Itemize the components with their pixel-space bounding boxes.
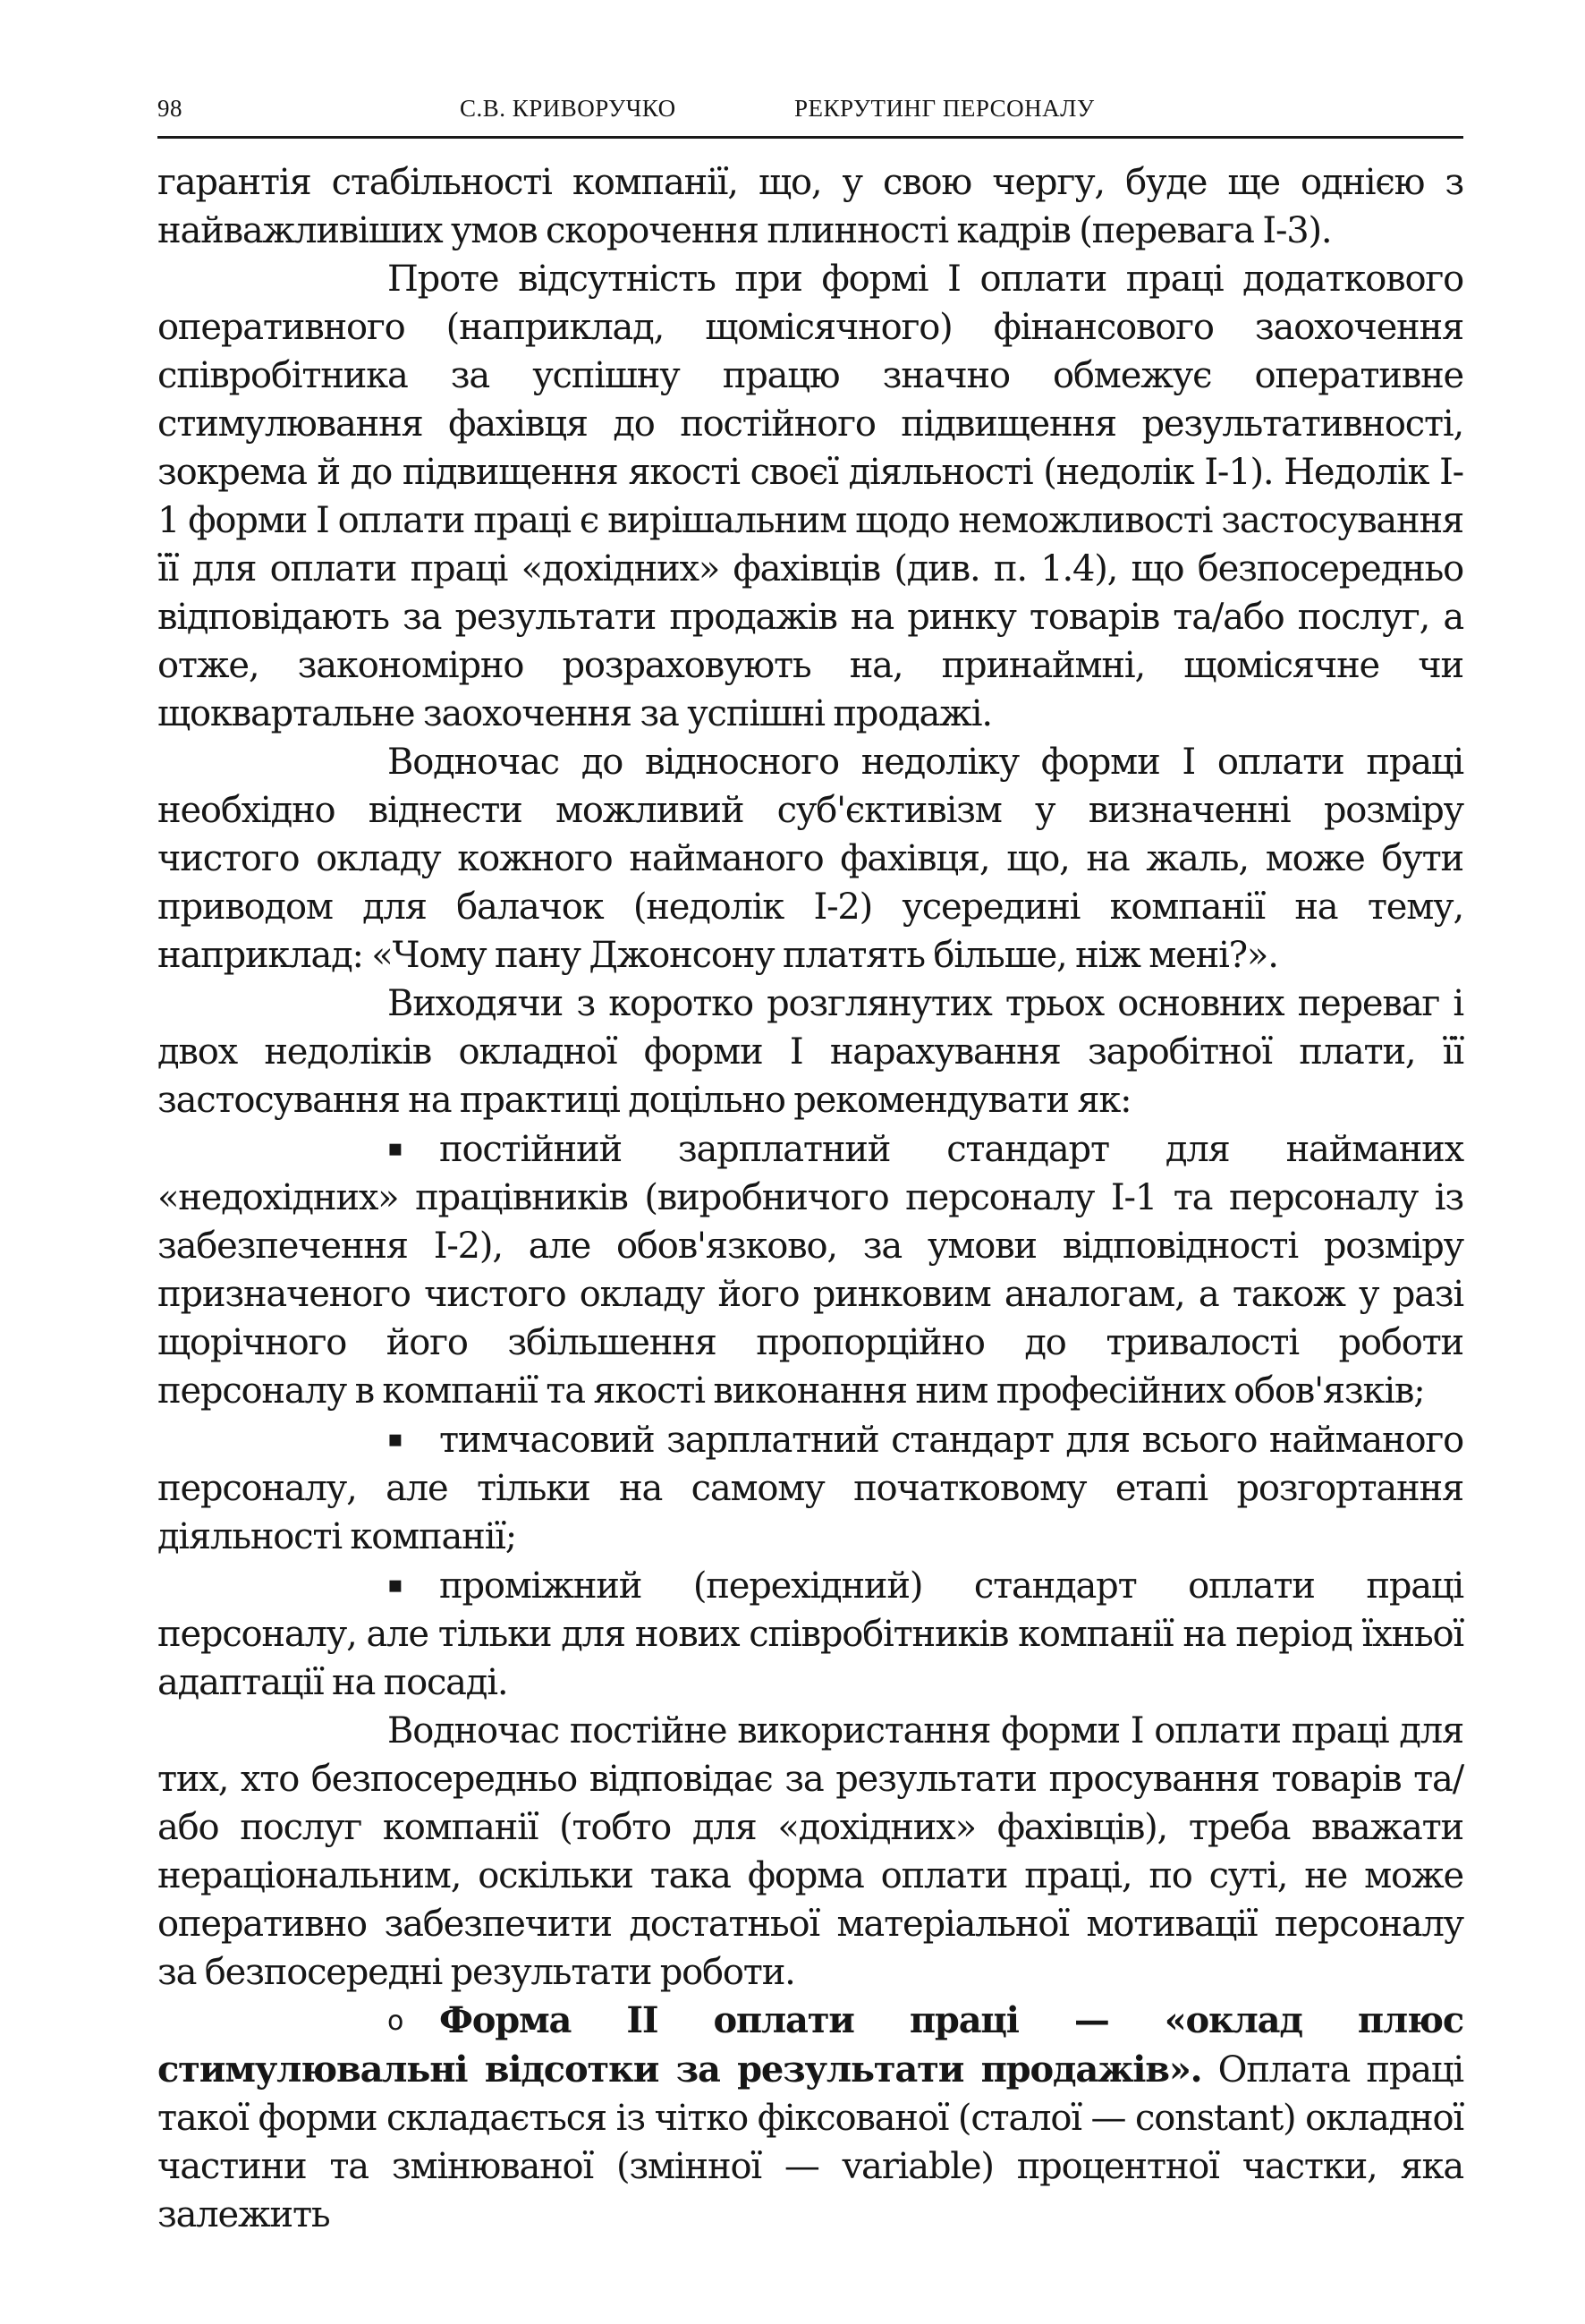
body-text xyxy=(157,158,1463,2239)
page-number: 98 xyxy=(157,95,182,122)
bullet-list-item xyxy=(157,1124,1463,1415)
paragraph: Водночас постійне використання форми I оплати праці для тих, хто безпосередньо відповідає за результати просування товарів та/або послуг компанії (тобто для «дохідних» фахівців), треба вважати нераціональним, оскільки така форма оплати праці, по суті, не може оперативно забезпечити достатньої матеріальної мотивації персоналу за безпосередні результати роботи. xyxy=(157,1710,1463,1993)
book-title: РЕКРУТИНГ ПЕРСОНАЛУ xyxy=(794,95,1095,122)
bullet-list-item xyxy=(157,1561,1463,1707)
author-name: С.В. КРИВОРУЧКО xyxy=(460,95,676,122)
form-two-heading: Форма II оплати праці — «оклад плюс стимулювальні відсотки за результати продажів». xyxy=(157,1999,1463,2091)
paragraph: Проте відсутність при формі I оплати праці додаткового оперативного (наприклад, щомісячного) фінансового заохочення співробітника за успішну працю значно обмежує оперативне стимулювання фахівця до постійного підвищення результативності, зокрема й до підвищення якості своєї діяльності (недолік I-1). Недолік I-1 форми I оплати праці є вирішальним щодо неможливості застосування її для оплати праці «дохідних» фахівців (див. п. 1.4), що безпосередньо відповідають за результати продажів на ринку товарів та/або послуг, а отже, закономірно розраховують на, принаймні, щомісячне чи щоквартальне заохочення за успішні продажі. xyxy=(157,259,1463,734)
form-two-text: Оплата праці такої форми складається із чітко фіксованої (сталої — constant) окладної частини та змінюваної (змінної — variable) процентної частки, яка залежить xyxy=(157,2049,1463,2235)
circle-bullet-icon: o xyxy=(387,2006,403,2037)
paragraph: Виходячи з коротко розглянутих трьох основних переваг і двох недоліків окладної форми I нарахування заробітної плати, її застосування на практиці доцільно рекомендувати як: xyxy=(157,983,1463,1121)
bullet-list-item xyxy=(157,1415,1463,1561)
bullet-text: постійний зарплатний стандарт для найманих «недохідних» працівників (виробничого персоналу I-1 та персоналу із забезпечення I-2), але обов'язково, за умови відповідності розміру призначеного чистого окладу його ринковим аналогам, а також у разі щорічного його збільшення пропорційно до тривалості роботи персоналу в компанії та якості виконання ним професійних обов'язків; xyxy=(157,1129,1463,1412)
paragraph: Водночас до відносного недоліку форми I оплати праці необхідно віднести можливий суб'єктивізм у визначенні розміру чистого окладу кожного найманого фахівця, що, на жаль, може бути приводом для балачок (недолік I-2) усередині компанії на тему, наприклад: «Чому пану Джонсону платять більше, ніж мені?». xyxy=(157,742,1463,976)
form-two-paragraph xyxy=(157,1997,1463,2239)
square-bullet-icon: ▪ xyxy=(387,1572,403,1599)
square-bullet-icon: ▪ xyxy=(387,1135,403,1162)
document-page xyxy=(157,93,1463,2239)
running-header xyxy=(157,93,1463,139)
bullet-text: тимчасовий зарплатний стандарт для всього найманого персоналу, але тільки на самому початковому етапі розгортання діяльності компанії; xyxy=(157,1420,1463,1557)
square-bullet-icon: ▪ xyxy=(387,1426,403,1453)
paragraph: гарантія стабільності компанії, що, у свою чергу, буде ще однією з найважливіших умов скорочення плинності кадрів (перевага I-3). xyxy=(157,162,1463,251)
bullet-text: проміжний (перехідний) стандарт оплати праці персоналу, але тільки для нових співробітників компанії на період їхньої адаптації на посаді. xyxy=(157,1565,1463,1703)
